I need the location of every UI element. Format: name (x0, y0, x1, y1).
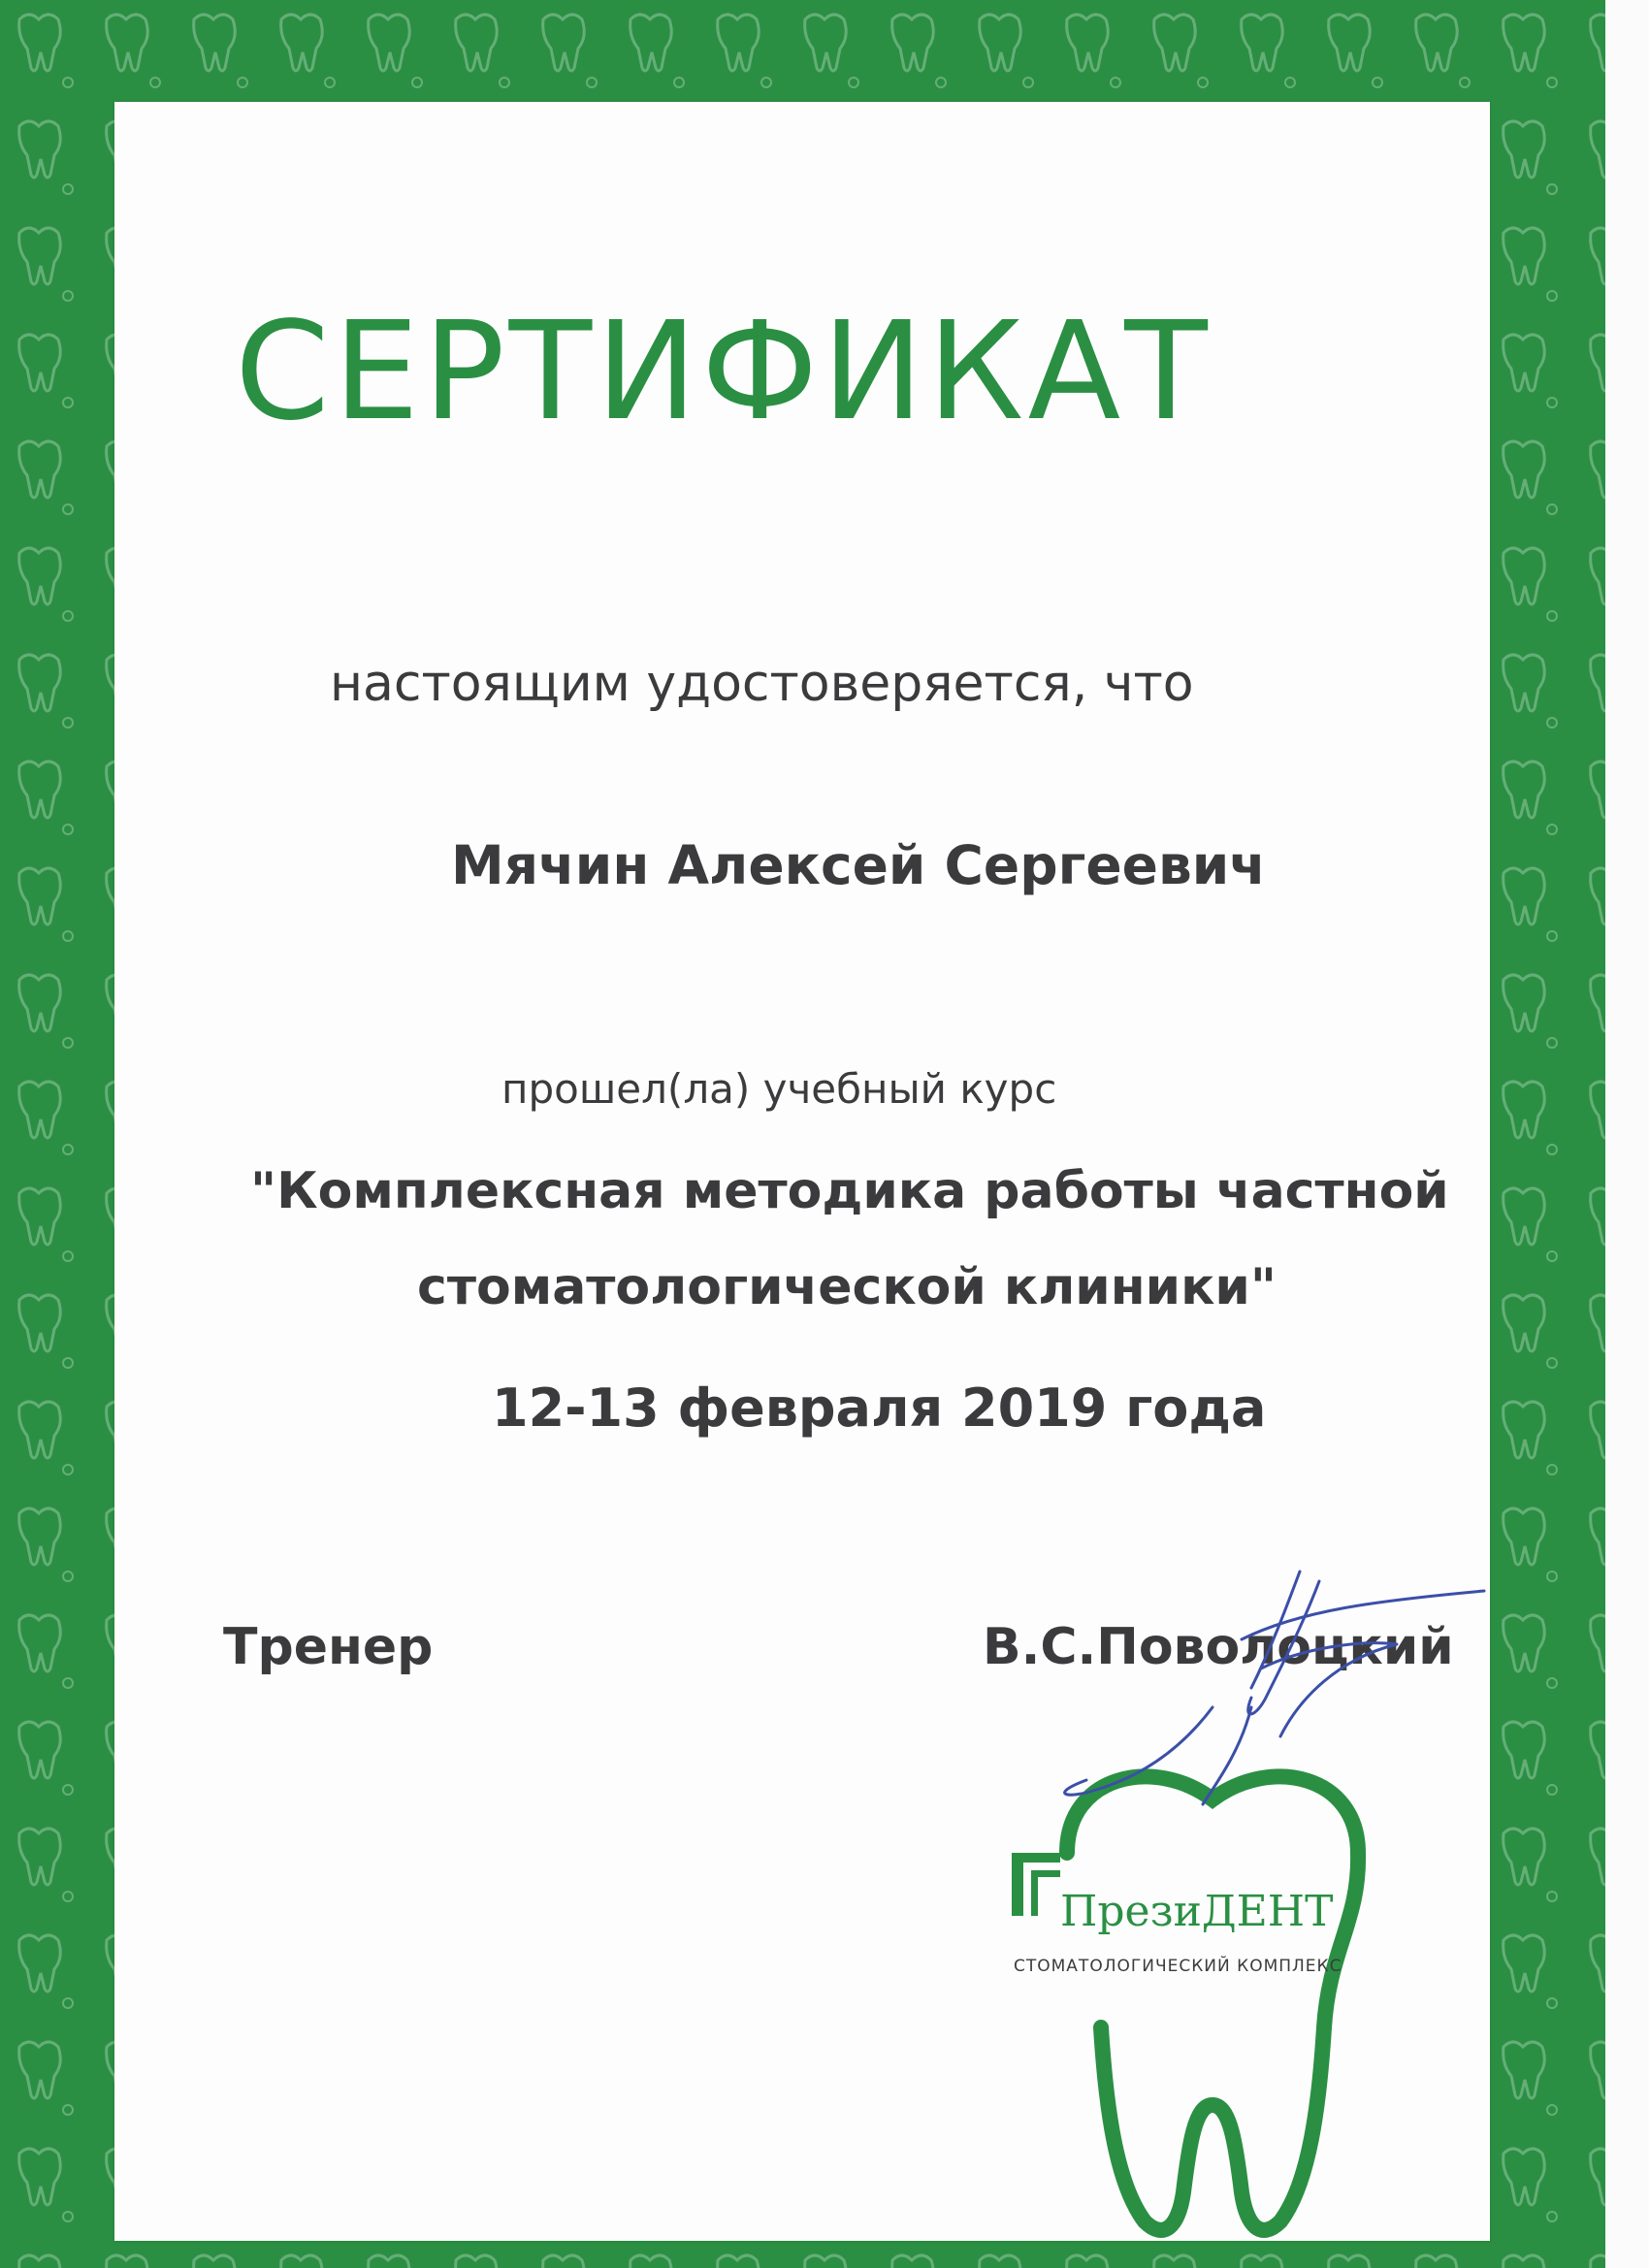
handwritten-signature (1009, 1552, 1513, 1824)
recipient-name: Мячин Алексей Сергеевич (451, 834, 1267, 896)
course-name-line-2: стоматологической клиники" (417, 1258, 1277, 1316)
trainer-label: Тренер (223, 1618, 434, 1676)
certify-statement: настоящим удостоверяется, что (330, 655, 1194, 713)
trainer-name: В.С.Поволоцкий (983, 1618, 1454, 1676)
course-intro: прошел(ла) учебный курс (501, 1065, 1057, 1113)
logo-mark-icon (1012, 1853, 1060, 1916)
course-name-line-1: "Комплексная методика работы частной (250, 1162, 1449, 1220)
certificate-title: СЕРТИФИКАТ (235, 293, 1212, 451)
scan-margin (1605, 0, 1649, 2268)
course-dates: 12-13 февраля 2019 года (492, 1377, 1267, 1439)
logo-tagline: СТОМАТОЛОГИЧЕСКИЙ КОМПЛЕКС (1014, 1957, 1342, 1976)
logo-brand-name: ПрезиДЕНТ (1060, 1887, 1334, 1936)
